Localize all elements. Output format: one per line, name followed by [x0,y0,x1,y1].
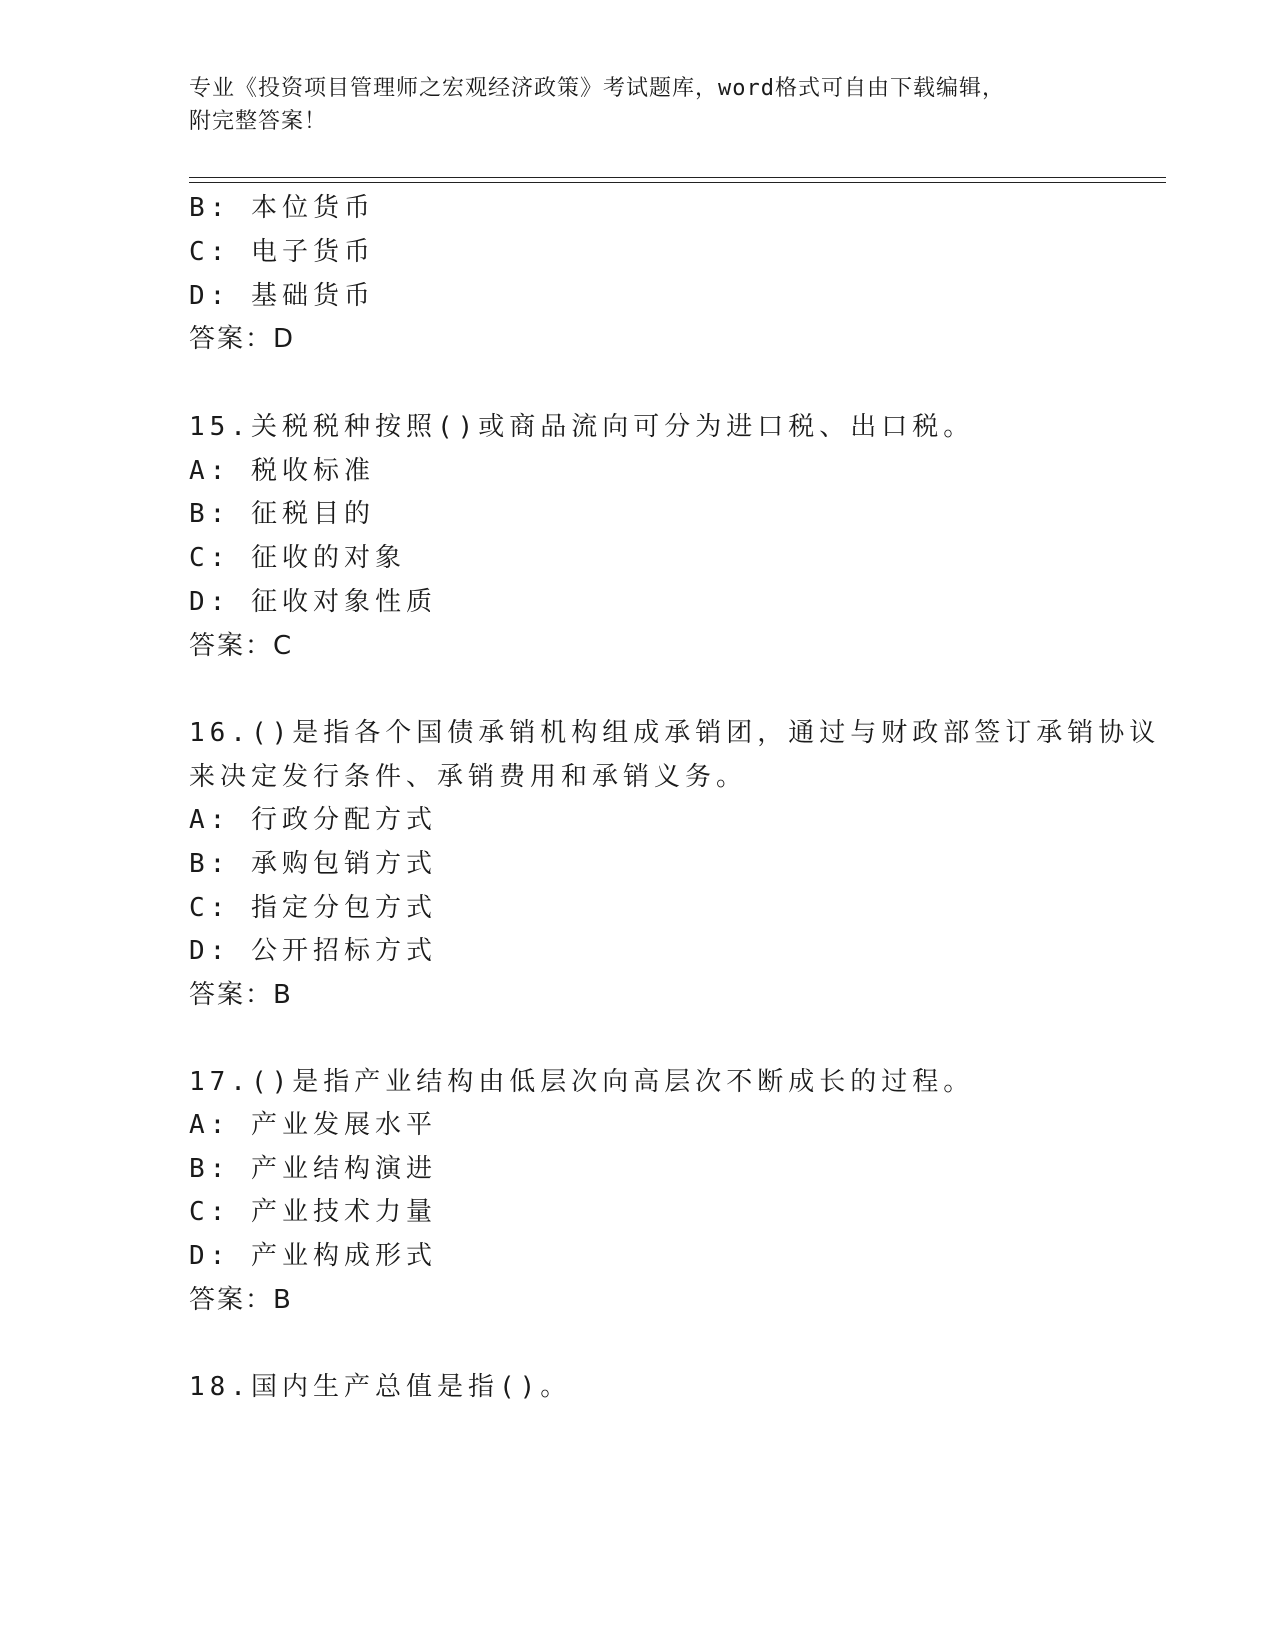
q16-option-a: A: 行政分配方式 [189,805,437,835]
q16-option-b: B: 承购包销方式 [189,849,437,879]
q17-option-d: D: 产业构成形式 [189,1241,437,1271]
q16-answer: 答案：B [189,980,293,1010]
q15-stem: 15.关税税种按照()或商品流向可分为进口税、出口税。 [189,412,975,442]
header-line-2: 附完整答案！ [189,109,328,134]
q16-option-c: C: 指定分包方式 [189,893,437,923]
header-divider-bottom [189,182,1166,183]
q15-option-a: A: 税收标准 [189,456,375,486]
q15-option-b: B: 征税目的 [189,499,375,529]
q15-option-d: D: 征收对象性质 [189,587,437,617]
q15-answer: 答案：C [189,631,294,661]
q17-stem: 17.()是指产业结构由低层次向高层次不断成长的过程。 [189,1067,975,1097]
q17-option-c: C: 产业技术力量 [189,1197,437,1227]
header-divider-top [189,177,1166,178]
q16-option-d: D: 公开招标方式 [189,936,437,966]
q14-option-d: D: 基础货币 [189,281,375,311]
q17-answer: 答案：B [189,1285,293,1315]
q15-option-c: C: 征收的对象 [189,543,406,573]
q16-stem-line-1: 16.()是指各个国债承销机构组成承销团，通过与财政部签订承销协议 [189,718,1161,748]
q16-stem-line-2: 来决定发行条件、承销费用和承销义务。 [189,762,748,792]
q14-option-c: C: 电子货币 [189,237,375,267]
q14-option-b: B: 本位货币 [189,193,375,223]
document-header [189,72,1089,138]
header-line-1: 专业《投资项目管理师之宏观经济政策》考试题库，word格式可自由下载编辑， [189,76,1005,101]
q14-answer: 答案：D [189,324,296,354]
q17-option-b: B: 产业结构演进 [189,1154,437,1184]
q18-stem: 18.国内生产总值是指()。 [189,1372,572,1402]
q17-option-a: A: 产业发展水平 [189,1110,437,1140]
